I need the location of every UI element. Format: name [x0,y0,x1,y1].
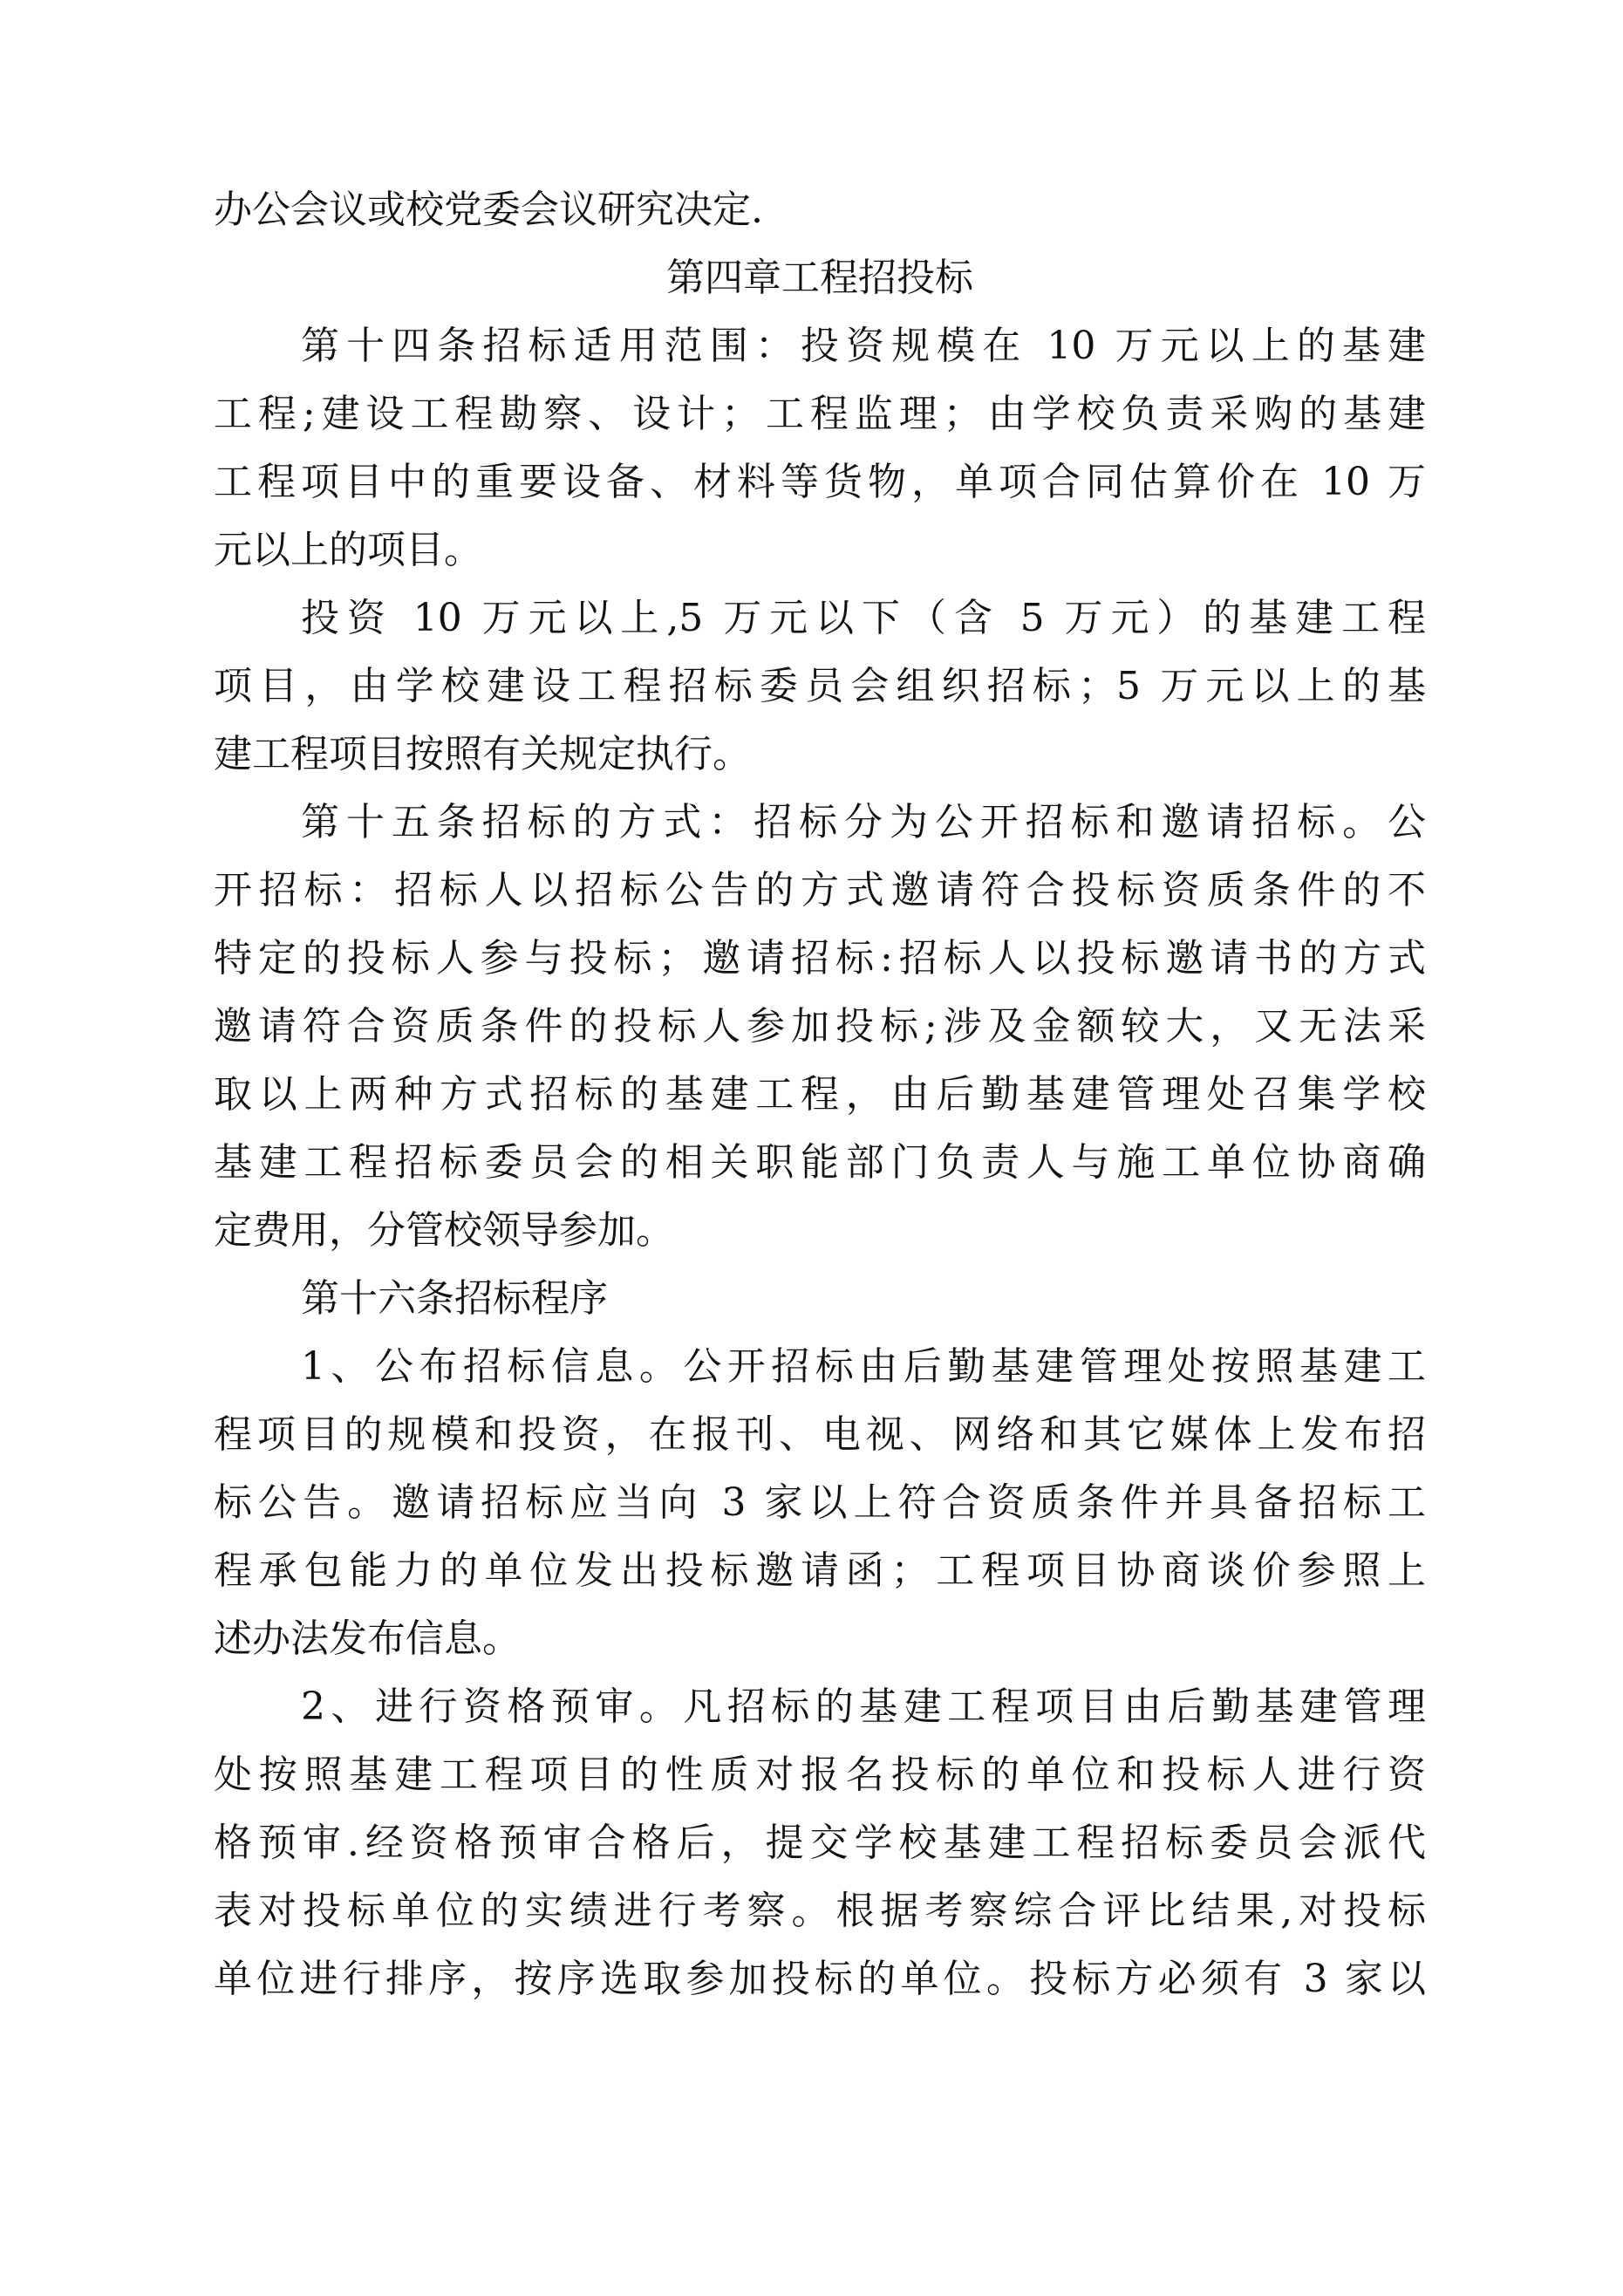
paragraph-line: 2、进行资格预审。凡招标的基建工程项目由后勤基建管理 [301,1684,1426,1729]
document-body [214,176,1426,2013]
paragraph-line: 元以上的项目。 [214,528,482,572]
paragraph-line: 程承包能力的单位发出投标邀请函；工程项目协商谈价参照上 [214,1548,1426,1593]
article-heading: 第十六条招标程序 [301,1276,608,1321]
paragraph-line: 开招标：招标人以招标公告的方式邀请符合投标资质条件的不 [214,868,1426,912]
paragraph-line: 单位进行排序，按序选取参加投标的单位。投标方必须有 3 家以 [214,1957,1426,2001]
paragraph-line: 工程项目中的重要设备、材料等货物，单项合同估算价在 10 万 [214,460,1426,504]
paragraph-line: 基建工程招标委员会的相关职能部门负责人与施工单位协商确 [214,1140,1426,1185]
paragraph-line: 办公会议或校党委会议研究决定. [214,188,763,232]
paragraph-line: 1、公布招标信息。公开招标由后勤基建管理处按照基建工 [301,1344,1426,1389]
paragraph-line: 第十四条招标适用范围：投资规模在 10 万元以上的基建 [301,324,1426,368]
paragraph-line: 定费用，分管校领导参加。 [214,1208,674,1253]
paragraph-line: 特定的投标人参与投标；邀请招标:招标人以投标邀请书的方式 [214,936,1426,981]
paragraph-line: 表对投标单位的实绩进行考察。根据考察综合评比结果,对投标 [214,1889,1426,1933]
paragraph-line: 工程;建设工程勘察、设计；工程监理；由学校负责采购的基建 [214,392,1426,436]
paragraph-line: 建工程项目按照有关规定执行。 [214,732,751,776]
paragraph-line: 格预审.经资格预审合格后，提交学校基建工程招标委员会派代 [214,1821,1426,1865]
paragraph-line: 述办法发布信息。 [214,1616,521,1661]
paragraph-line: 第十五条招标的方式：招标分为公开招标和邀请招标。公 [301,800,1426,844]
paragraph-line: 处按照基建工程项目的性质对报名投标的单位和投标人进行资 [214,1753,1426,1797]
paragraph-line: 项目，由学校建设工程招标委员会组织招标；5 万元以上的基 [214,664,1426,708]
paragraph-line: 程项目的规模和投资，在报刊、电视、网络和其它媒体上发布招 [214,1412,1426,1457]
paragraph-line: 邀请符合资质条件的投标人参加投标;涉及金额较大，又无法采 [214,1004,1426,1049]
paragraph-line: 标公告。邀请招标应当向 3 家以上符合资质条件并具备招标工 [214,1480,1426,1525]
chapter-heading: 第四章工程招投标 [666,256,973,300]
paragraph-line: 取以上两种方式招标的基建工程，由后勤基建管理处召集学校 [214,1072,1426,1117]
paragraph-line: 投资 10 万元以上,5 万元以下（含 5 万元）的基建工程 [301,596,1426,640]
